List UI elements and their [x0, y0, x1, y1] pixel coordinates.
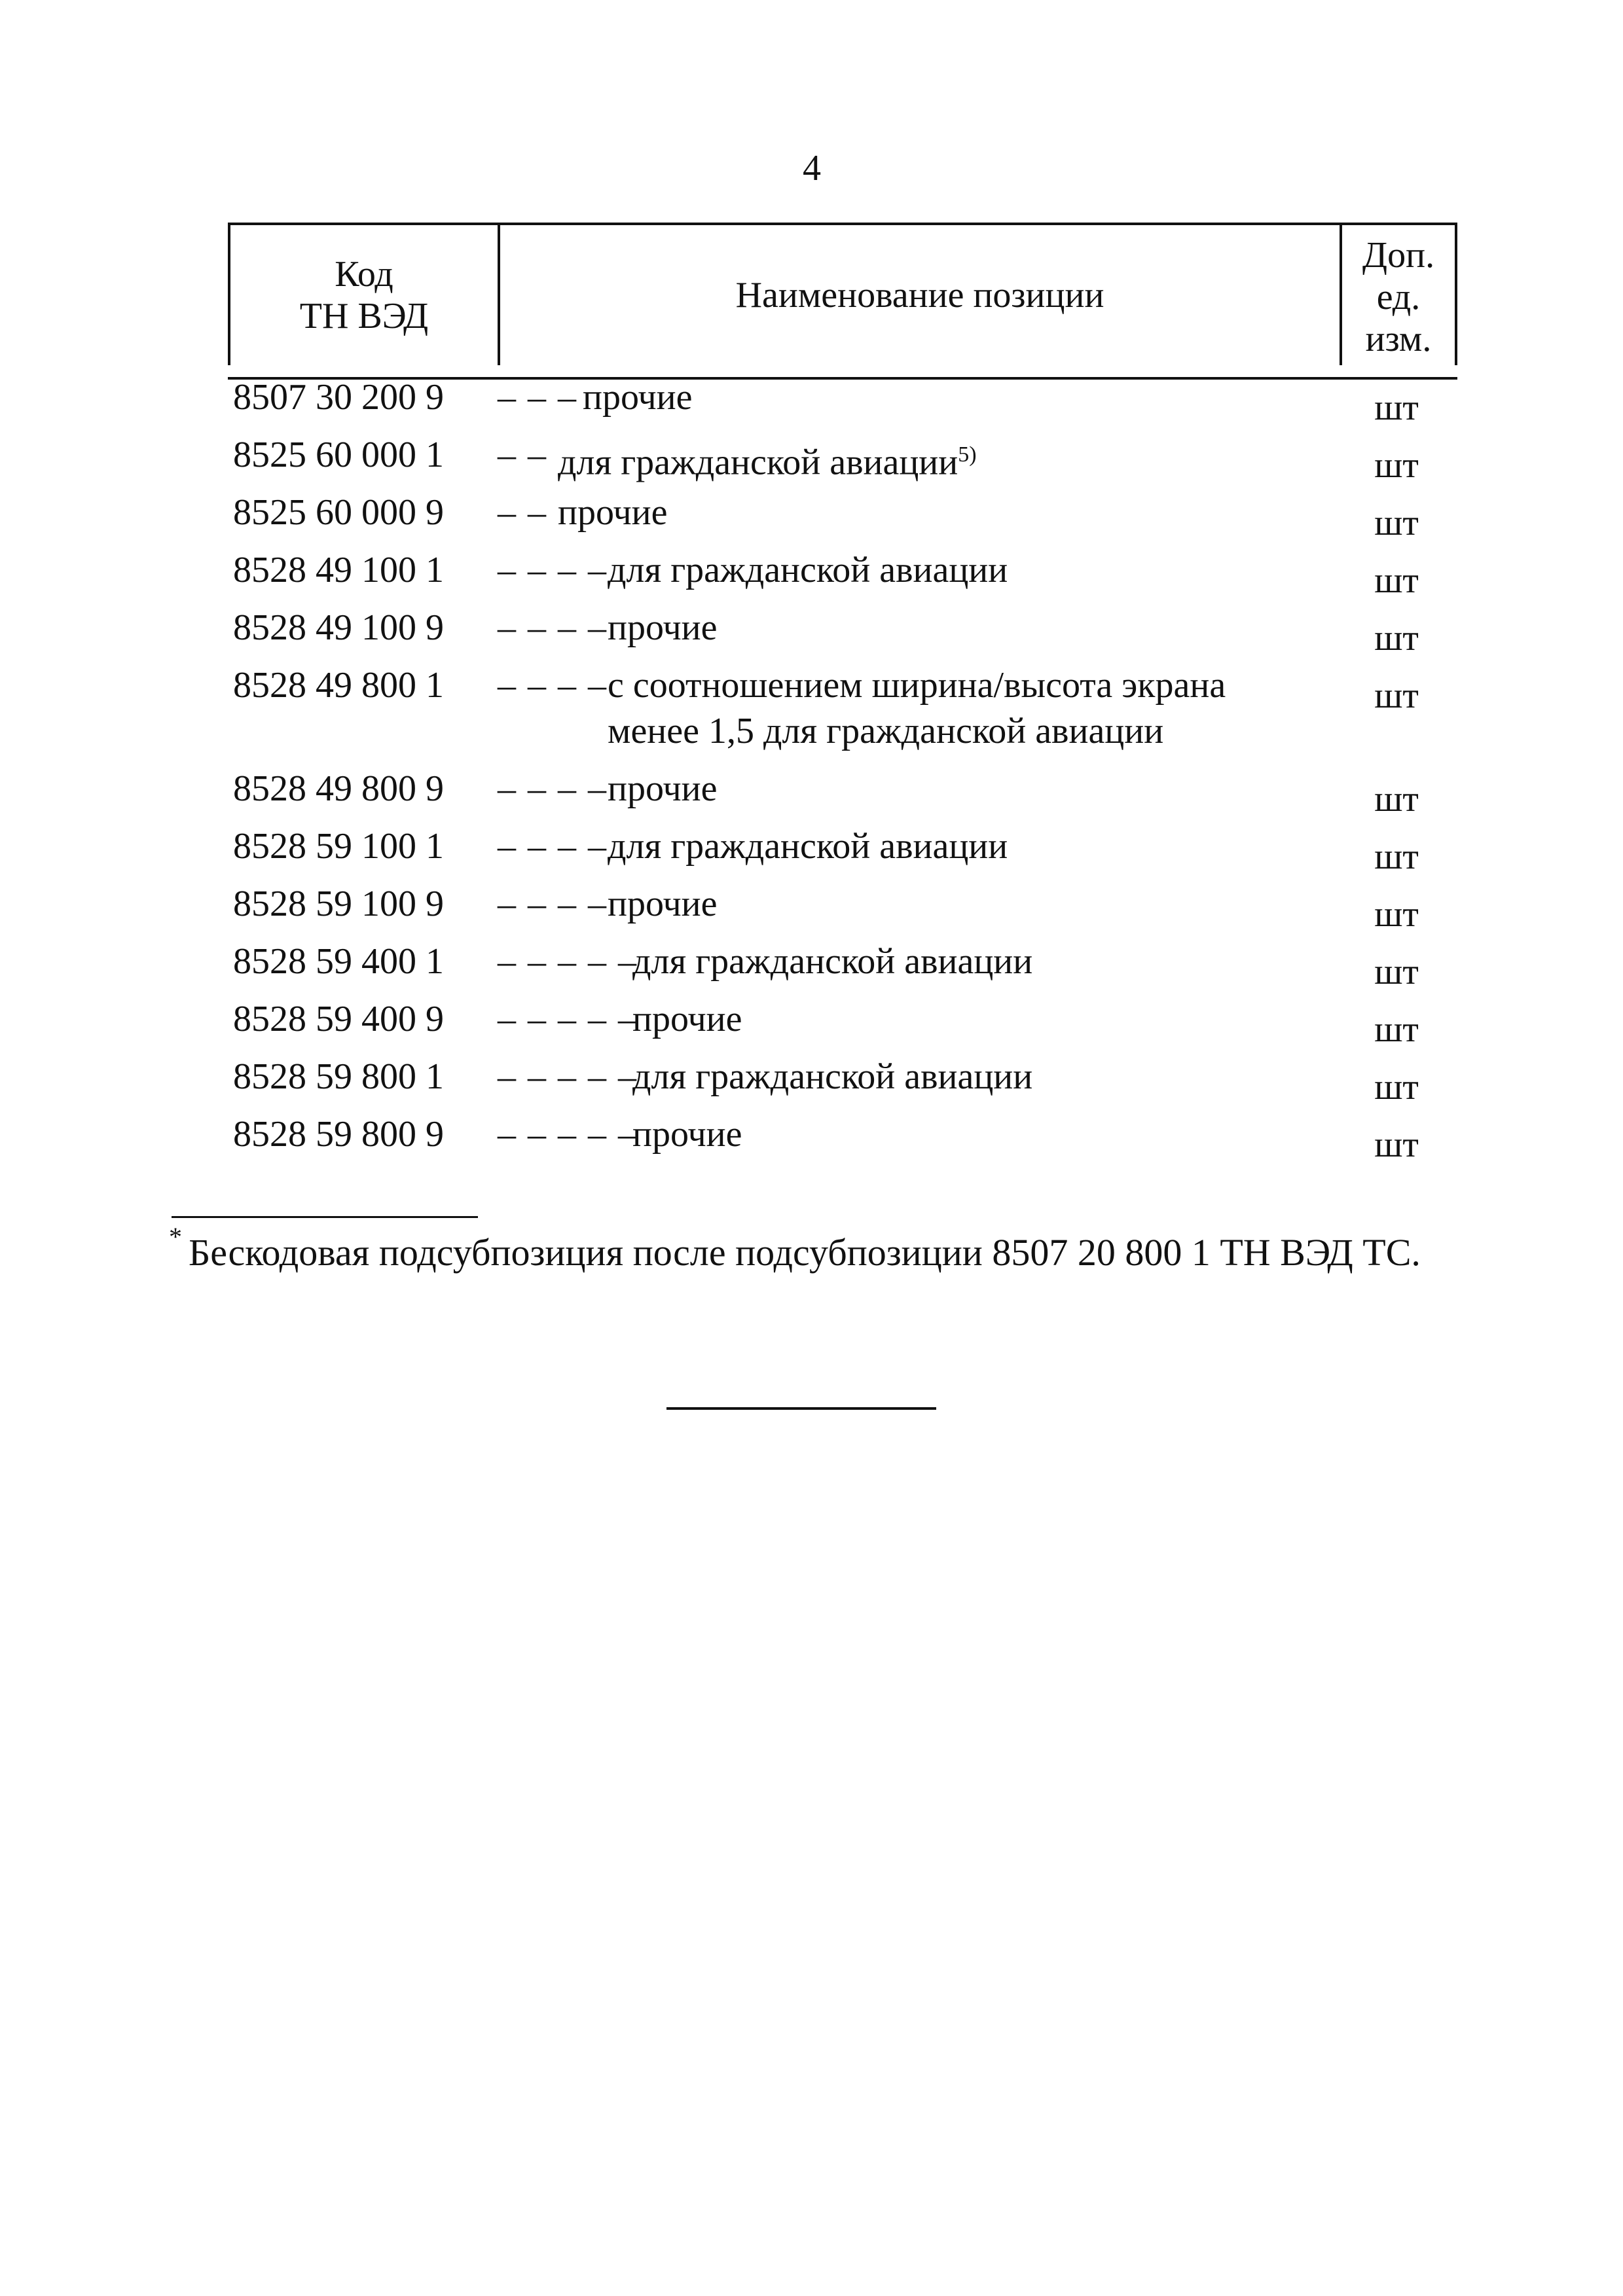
row-code: 8528 49 100 9 [233, 607, 444, 648]
row-description: прочие [632, 999, 742, 1039]
row-unit: шт [1374, 836, 1419, 877]
footnote-rule [172, 1216, 478, 1218]
row-unit: шт [1374, 779, 1419, 819]
row-unit: шт [1374, 503, 1419, 543]
row-unit: шт [1374, 894, 1419, 935]
footnote-text: Бескодовая подсубпозиция после подсубпозиции 8507 20 800 1 ТН ВЭД ТС. [189, 1231, 1421, 1274]
row-unit: шт [1374, 1067, 1419, 1107]
row-code: 8525 60 000 9 [233, 492, 444, 533]
row-unit: шт [1374, 1124, 1419, 1165]
row-unit: шт [1374, 675, 1419, 716]
header-unit-line-1: Доп. [1362, 235, 1435, 276]
row-unit: шт [1374, 387, 1419, 428]
footnote-mark: * [169, 1222, 182, 1251]
row-dash-level: – – – – [498, 607, 608, 648]
row-dash-level: – – – – – [498, 1056, 638, 1097]
row-description: для гражданской авиации [558, 442, 958, 483]
row-description: для гражданской авиации [608, 826, 1008, 867]
row-unit: шт [1374, 618, 1419, 658]
row-dash-level: – – – – [498, 550, 608, 590]
row-code: 8528 59 100 9 [233, 884, 444, 924]
row-dash-level: – – [498, 435, 547, 475]
row-code: 8525 60 000 1 [233, 435, 444, 475]
row-code: 8507 30 200 9 [233, 377, 444, 418]
row-dash-level: – – – – – [498, 999, 638, 1039]
header-code [230, 225, 500, 365]
row-code: 8528 59 800 1 [233, 1056, 444, 1097]
row-description-wrap [558, 432, 977, 486]
row-unit: шт [1374, 560, 1419, 601]
row-description: прочие [558, 492, 668, 533]
row-code: 8528 49 100 1 [233, 550, 444, 590]
row-description: прочие [608, 884, 718, 924]
row-description: менее 1,5 для гражданской авиации [608, 711, 1164, 751]
table-header [228, 223, 1457, 365]
header-code-line-1: Код [335, 254, 393, 295]
header-code-line-2: ТН ВЭД [299, 296, 429, 336]
end-rule [666, 1407, 936, 1410]
row-description: с соотношением ширина/высота экрана [608, 665, 1226, 706]
row-description: прочие [608, 607, 718, 648]
row-code: 8528 59 400 9 [233, 999, 444, 1039]
row-dash-level: – – – – – [498, 941, 638, 982]
row-dash-level: – – [498, 492, 547, 533]
row-description: прочие [583, 377, 693, 418]
row-code: 8528 59 100 1 [233, 826, 444, 867]
header-unit [1342, 225, 1455, 365]
row-code: 8528 49 800 1 [233, 665, 444, 706]
row-code: 8528 49 800 9 [233, 768, 444, 809]
row-description: для гражданской авиации [608, 550, 1008, 590]
row-code: 8528 59 800 9 [233, 1114, 444, 1155]
row-dash-level: – – – – [498, 665, 608, 706]
row-code: 8528 59 400 1 [233, 941, 444, 982]
row-dash-level: – – – – [498, 884, 608, 924]
row-unit: шт [1374, 1009, 1419, 1050]
row-description: для гражданской авиации [632, 941, 1033, 982]
row-dash-level: – – – – [498, 826, 608, 867]
header-unit-line-2: ед. [1376, 277, 1421, 317]
row-unit: шт [1374, 445, 1419, 486]
header-unit-line-3: изм. [1365, 319, 1432, 359]
footnote-reference: 5) [958, 442, 977, 467]
row-dash-level: – – – [498, 377, 577, 418]
row-dash-level: – – – – [498, 768, 608, 809]
header-name: Наименование позиции [500, 225, 1342, 365]
row-dash-level: – – – – – [498, 1114, 638, 1155]
row-description: прочие [632, 1114, 742, 1155]
row-description: для гражданской авиации [632, 1056, 1033, 1097]
page-number: 4 [803, 148, 821, 188]
row-unit: шт [1374, 952, 1419, 992]
row-description: прочие [608, 768, 718, 809]
